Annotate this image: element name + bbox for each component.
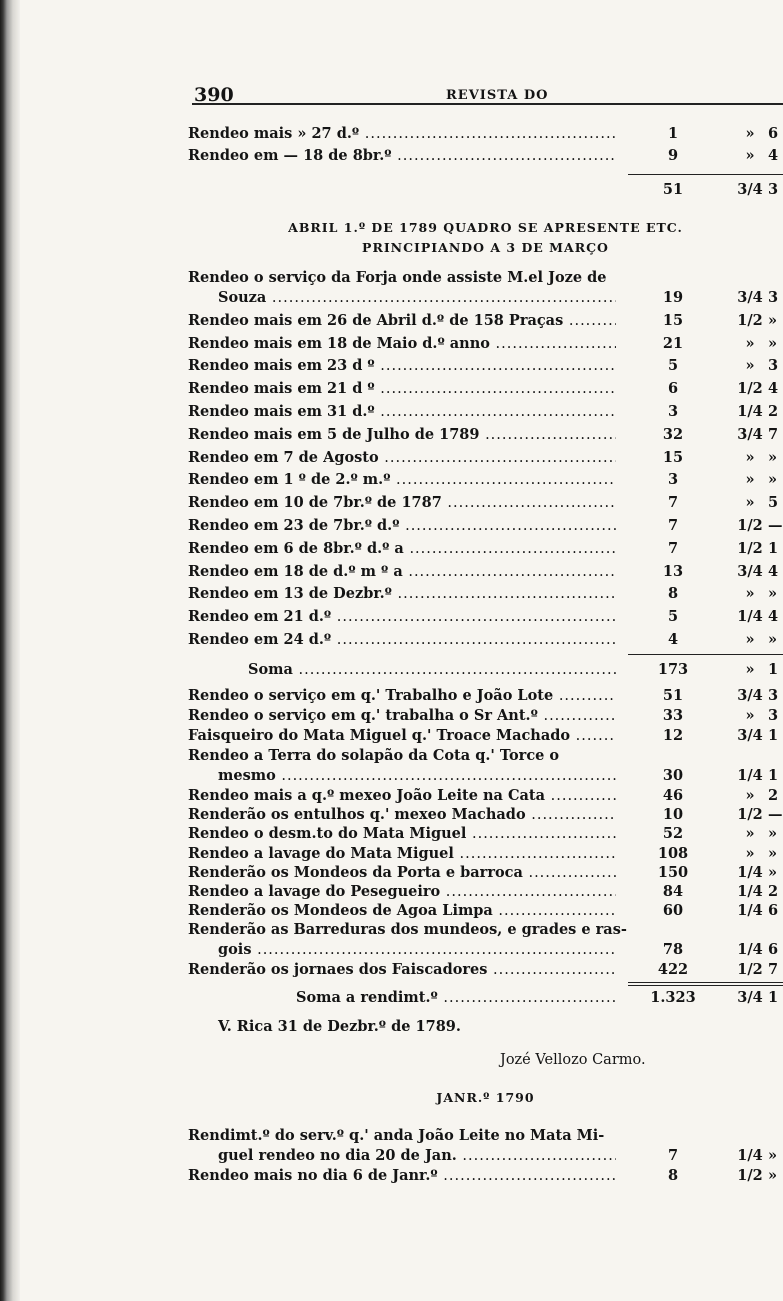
ledger-row [188, 584, 783, 604]
value-col3: 4 [768, 380, 779, 398]
value-col1: 13 [662, 562, 684, 580]
value-col1: 33 [662, 707, 684, 724]
ledger-row [188, 356, 783, 376]
value-col2: » [745, 334, 755, 352]
row-label: Rendeo mais a q.º mexeo João Leite na Cata ..... [188, 786, 616, 806]
ledger-row [188, 146, 783, 166]
value-col1: 12 [662, 727, 684, 744]
ledger-row [188, 607, 783, 627]
sum-rule [628, 982, 783, 983]
value-col2: 1/4 [737, 941, 763, 958]
running-title: REVISTA DO [446, 88, 549, 103]
value-col3: » [768, 631, 778, 648]
value-col1: 52 [662, 825, 684, 843]
value-col1: 5 [667, 608, 679, 626]
value-col2: » [745, 471, 755, 489]
row-label: Rendeo em — 18 de 8br.º ..... [188, 146, 616, 166]
value-col3: » [768, 844, 778, 862]
book-gutter [0, 0, 20, 1301]
row-label: Souza ..... [218, 288, 616, 308]
value-col3: 3 [768, 357, 779, 375]
row-label: guel rendeo no dia 20 de Jan. ..... [218, 1146, 616, 1166]
value-col3: 4 [768, 147, 779, 164]
value-col2: 1/2 [737, 961, 763, 978]
ledger-row [188, 124, 783, 144]
value-col1: 32 [662, 425, 684, 443]
soma-col2: » [745, 661, 755, 678]
ledger-row [188, 539, 783, 559]
ledger-row [188, 493, 783, 513]
value-col3: 5 [768, 494, 779, 512]
ledger-row [188, 334, 783, 354]
ledger-row-first-line [188, 746, 783, 766]
value-col2: 1/4 [737, 1147, 763, 1164]
ledger-row [188, 824, 783, 844]
ledger-row [188, 402, 783, 422]
sum-rule-double [628, 985, 783, 986]
ledger-row-first-line [188, 920, 783, 940]
row-label: Rendeo o serviço em q.' Trabalho e João Lote ..... [188, 686, 616, 706]
value-col3: 4 [768, 562, 779, 580]
value-col2: » [745, 825, 755, 843]
value-col1: 9 [667, 147, 679, 164]
ledger-row [188, 562, 783, 582]
value-col3: » [768, 863, 778, 881]
ledger-row [188, 726, 783, 746]
soma-row [188, 988, 783, 1008]
value-col3: 1 [768, 767, 779, 784]
value-col1: 8 [667, 1167, 679, 1184]
value-col3: » [768, 825, 778, 843]
value-col3: 2 [768, 787, 779, 804]
value-col1: 5 [667, 357, 679, 375]
ledger-row [188, 1146, 783, 1166]
ledger-row [188, 470, 783, 490]
value-col3: » [768, 1147, 778, 1164]
value-col1: 150 [657, 863, 689, 881]
value-col3: 6 [768, 941, 779, 958]
value-col1: 60 [662, 902, 684, 920]
value-col1: 78 [662, 941, 684, 958]
ledger-row [188, 425, 783, 445]
row-label: Rendeo em 10 de 7br.º de 1787 ..... [188, 493, 616, 513]
row-label: Rendeo o serviço em q.' trabalha o Sr Ant.º ..... [188, 706, 616, 726]
ledger-row [188, 805, 783, 825]
ledger-row [188, 844, 783, 864]
soma-col2: 3/4 [737, 989, 763, 1006]
sum-rule [628, 174, 783, 175]
value-col3: 7 [768, 961, 779, 978]
ledger-row [188, 448, 783, 468]
value-col1: 21 [662, 334, 684, 352]
value-col1: 108 [657, 844, 689, 862]
value-col3: 2 [768, 403, 779, 420]
value-col3: — [768, 806, 783, 824]
total-col1: 51 [662, 181, 684, 198]
value-col1: 3 [667, 471, 679, 489]
soma-label: Soma ..... [248, 660, 616, 680]
section-heading: JANR.º 1790 [436, 1090, 535, 1105]
ledger-row [188, 288, 783, 308]
ledger-row [188, 901, 783, 921]
row-label: Rendeo em 18 de d.º m º a ..... [188, 562, 616, 582]
value-col2: 1/2 [737, 380, 763, 398]
ledger-row-first-line [188, 268, 783, 288]
value-col2: 3/4 [737, 289, 763, 306]
value-col3: » [768, 448, 778, 466]
row-label: Rendeo mais em 23 d º ..... [188, 356, 616, 376]
value-col1: 6 [667, 380, 679, 398]
ledger-row [188, 379, 783, 399]
value-col2: 1/2 [737, 539, 763, 557]
row-label: Rendeo em 21 d.º ..... [188, 607, 616, 627]
total-row [188, 180, 783, 200]
row-label: gois ..... [218, 940, 616, 960]
row-label: Rendeo em 23 de 7br.º d.º ..... [188, 516, 616, 536]
value-col2: » [745, 585, 755, 603]
value-col2: 1/4 [737, 883, 763, 900]
value-col1: 19 [662, 289, 684, 306]
value-col2: 3/4 [737, 425, 763, 443]
value-col2: 3/4 [737, 687, 763, 704]
value-col1: 3 [667, 403, 679, 420]
sum-rule [628, 654, 783, 655]
value-col1: 8 [667, 585, 679, 603]
ledger-row [188, 311, 783, 331]
value-col3: 1 [768, 539, 779, 557]
ledger-row [188, 940, 783, 960]
value-col3: » [768, 334, 778, 352]
ledger-row [188, 686, 783, 706]
ledger-row [188, 630, 783, 650]
row-label: Rendeo em 1 º de 2.º m.º ..... [188, 470, 616, 490]
value-col2: » [745, 494, 755, 512]
row-label: Rendeo a Terra do solapão da Cota q.' Torce o [188, 747, 560, 764]
row-label: Renderão os Mondeos da Porta e barroca ..... [188, 863, 616, 883]
soma-col3: 1 [768, 661, 779, 678]
row-label: Rendeo a lavage do Mata Miguel ..... [188, 844, 616, 864]
ledger-row [188, 1166, 783, 1186]
row-label: Rendeo mais em 18 de Maio d.º anno ..... [188, 334, 616, 354]
row-label: Renderão os jornaes dos Faiscadores ..... [188, 960, 616, 980]
value-col3: » [768, 471, 778, 489]
row-label: Rendeo em 6 de 8br.º d.º a ..... [188, 539, 616, 559]
ledger-row [188, 863, 783, 883]
section-subheading: PRINCIPIANDO A 3 DE MARÇO [362, 240, 609, 255]
value-col1: 7 [667, 539, 679, 557]
value-col3: 4 [768, 608, 779, 626]
value-col2: » [745, 631, 755, 648]
row-label: Rendeo a lavage do Pesegueiro ..... [188, 882, 616, 902]
value-col2: 1/2 [737, 517, 763, 534]
value-col1: 422 [657, 961, 689, 978]
value-col2: 1/2 [737, 311, 763, 329]
ledger-row-first-line [188, 1126, 783, 1146]
value-col3: 3 [768, 707, 779, 724]
value-col2: 3/4 [737, 562, 763, 580]
value-col2: 1/4 [737, 403, 763, 420]
value-col1: 46 [662, 787, 684, 804]
row-label: Rendeo mais no dia 6 de Janr.º ..... [188, 1166, 616, 1186]
soma-label: Soma a rendimt.º ..... [296, 988, 616, 1008]
value-col2: » [745, 448, 755, 466]
page-number: 390 [194, 84, 234, 106]
value-col1: 7 [667, 1147, 679, 1164]
value-col2: 1/2 [737, 806, 763, 824]
ledger-row [188, 706, 783, 726]
document-page [188, 0, 783, 1301]
row-label: Rendeo mais » 27 d.º ..... [188, 124, 616, 144]
value-col2: » [745, 707, 755, 724]
value-col2: » [745, 844, 755, 862]
row-label: Renderão os entulhos q.' mexeo Machado ..... [188, 805, 616, 825]
row-label: Renderão os Mondeos de Agoa Limpa ..... [188, 901, 616, 921]
value-col1: 51 [662, 687, 684, 704]
soma-col1: 1.323 [650, 989, 696, 1006]
row-label: mesmo ..... [218, 766, 616, 786]
row-label: Rendeo mais em 26 de Abril d.º de 158 Praças ..... [188, 311, 616, 331]
row-label: Rendeo o desm.to do Mata Miguel ..... [188, 824, 616, 844]
value-col3: — [768, 517, 783, 534]
soma-row [188, 660, 783, 680]
soma-col3: 1 [768, 989, 779, 1006]
value-col1: 15 [662, 311, 684, 329]
value-col1: 84 [662, 883, 684, 900]
row-label: Rendeo em 7 de Agosto ..... [188, 448, 616, 468]
ledger-row [188, 960, 783, 980]
row-label: Rendeo em 13 de Dezbr.º ..... [188, 584, 616, 604]
value-col2: 1/4 [737, 608, 763, 626]
row-label: Rendeo em 24 d.º ..... [188, 630, 616, 650]
value-col2: » [745, 357, 755, 375]
value-col2: » [745, 125, 755, 142]
value-col3: 6 [768, 902, 779, 920]
value-col3: » [768, 1167, 778, 1184]
row-label: Rendimt.º do serv.º q.' anda João Leite no Mata Mi- [188, 1127, 605, 1144]
ledger-row [188, 786, 783, 806]
value-col2: 1/4 [737, 767, 763, 784]
place-date: V. Rica 31 de Dezbr.º de 1789. [218, 1018, 461, 1035]
row-label: Rendeo o serviço da Forja onde assiste M.el Joze de [188, 269, 607, 286]
total-col2: 3/4 [737, 181, 763, 198]
ledger-row [188, 516, 783, 536]
value-col3: » [768, 311, 778, 329]
value-col1: 30 [662, 767, 684, 784]
value-col1: 1 [667, 125, 679, 142]
value-col1: 7 [667, 517, 679, 534]
row-label: Rendeo mais em 31 d.º ..... [188, 402, 616, 422]
section-heading: ABRIL 1.º DE 1789 QUADRO SE APRESENTE ETC. [288, 220, 683, 235]
soma-col1: 173 [657, 661, 689, 678]
total-col3: 3 [768, 181, 779, 198]
value-col3: 3 [768, 289, 779, 306]
ledger-row [188, 766, 783, 786]
value-col2: » [745, 147, 755, 164]
value-col2: » [745, 787, 755, 804]
value-col2: 1/2 [737, 1167, 763, 1184]
value-col3: 3 [768, 687, 779, 704]
value-col1: 10 [662, 806, 684, 824]
header-rule [192, 103, 783, 105]
row-label: Rendeo mais em 5 de Julho de 1789 ..... [188, 425, 616, 445]
value-col2: 3/4 [737, 727, 763, 744]
signature: Jozé Vellozo Carmo. [500, 1052, 646, 1068]
value-col1: 7 [667, 494, 679, 512]
value-col2: 1/4 [737, 902, 763, 920]
value-col1: 4 [667, 631, 679, 648]
value-col2: 1/4 [737, 863, 763, 881]
row-label: Renderão as Barreduras dos mundeos, e grades e ras- [188, 921, 627, 938]
value-col3: 1 [768, 727, 779, 744]
value-col3: 2 [768, 883, 779, 900]
row-label: Faisqueiro do Mata Miguel q.' Troace Machado ..... [188, 726, 616, 746]
value-col1: 15 [662, 448, 684, 466]
ledger-row [188, 882, 783, 902]
value-col3: » [768, 585, 778, 603]
row-label: Rendeo mais em 21 d º ..... [188, 379, 616, 399]
value-col3: 7 [768, 425, 779, 443]
value-col3: 6 [768, 125, 779, 142]
